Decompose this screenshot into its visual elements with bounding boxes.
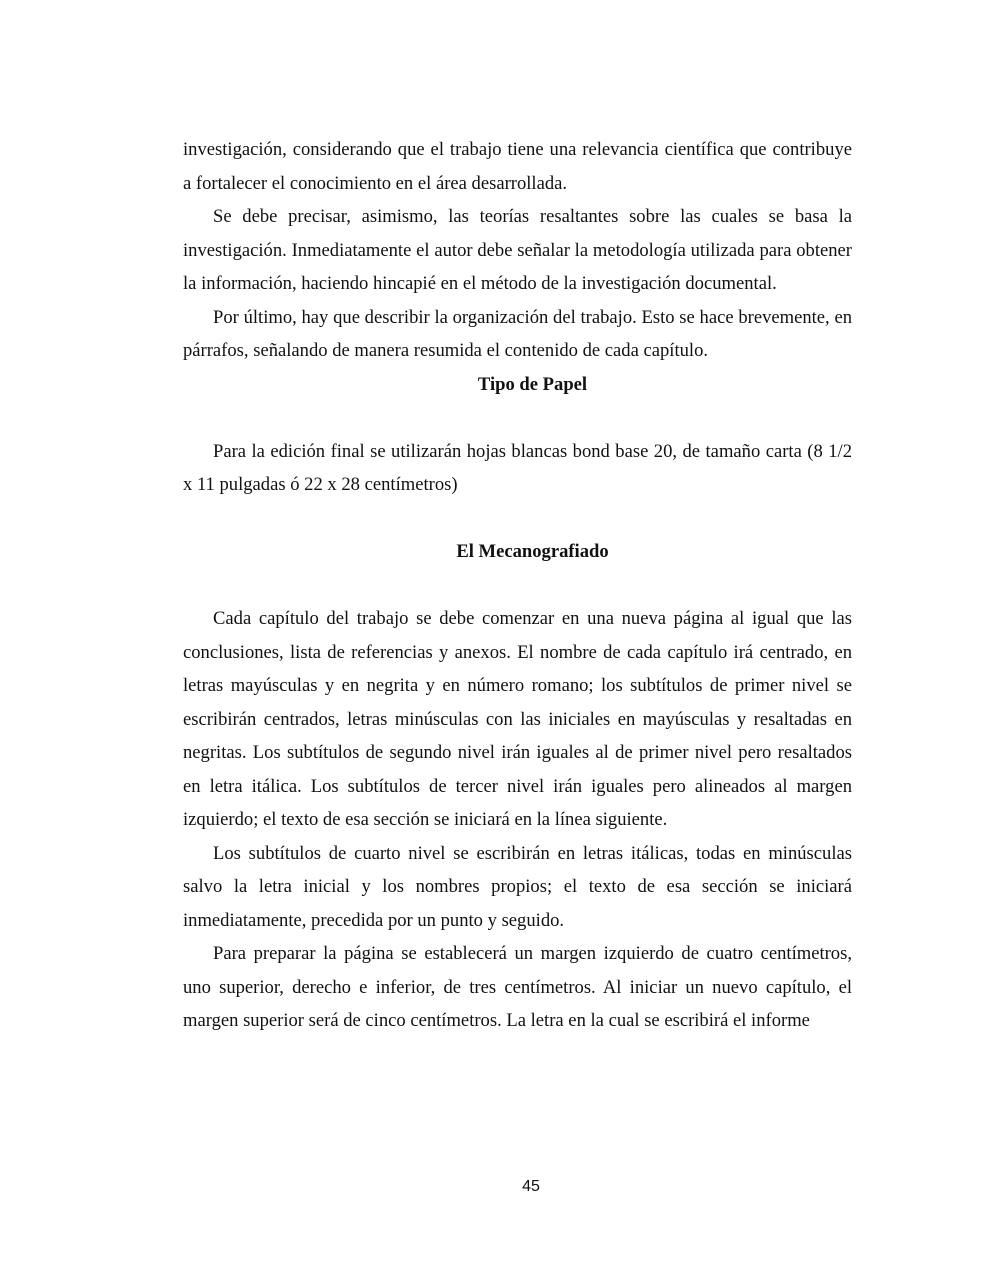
paragraph-theories: Se debe precisar, asimismo, las teorías resaltantes sobre las cuales se basa la investigación. Inmediatamente el autor debe señalar la metodología utilizada para obtener la información, haciendo hincapié en el método de la investigación documental. [183,206,852,294]
heading-mecanografiado: El Mecanografiado [456,541,609,562]
spacer [183,401,852,435]
heading-tipo-de-papel: Tipo de Papel [477,373,588,395]
paragraph-fourth-level: Los subtítulos de cuarto nivel se escribirán en letras itálicas, todas en minúsculas salvo la letra inicial y los nombres propios; el texto de esa sección se iniciará inmediatamente, precedida por un punto y seguido. [183,842,852,931]
paragraph-chapters: Cada capítulo del trabajo se debe comenzar en una nueva página al igual que las conclusiones, lista de referencias y anexos. El nombre de cada capítulo irá centrado, en letras mayúsculas y en negrita y en número romano; los subtítulos de primer nivel se escribirán centrados, letras minúsculas con las iniciales en mayúsculas y resaltadas en negritas. Los subtítulos de segundo nivel irán iguales al de primer nivel pero resaltados en letra itálica. Los subtítulos de tercer nivel irán iguales pero alineados al margen izquierdo; el texto de esa sección se iniciará en la línea siguiente. [183,608,852,830]
paragraph-paper: Para la edición final se utilizarán hojas blancas bond base 20, de tamaño carta (8 1/2 x 11 pulgadas ó 22 x 28 centímetros) [183,440,852,495]
spacer [183,569,852,603]
paragraph-continuation: investigación, considerando que el trabajo tiene una relevancia científica que contribuye a fortalecer el conocimiento en el área desarrollada. [183,139,852,194]
paragraph-margins: Para preparar la página se establecerá un margen izquierdo de cuatro centímetros, uno superior, derecho e inferior, de tres centímetros. Al iniciar un nuevo capítulo, el margen superior será de cinco centímetros. La letra en la cual se escribirá el informe [183,943,852,1031]
paragraph-organization: Por último, hay que describir la organización del trabajo. Esto se hace brevemente, en párrafos, señalando de manera resumida el contenido de cada capítulo. [183,306,852,361]
page-number: 45 [522,1178,540,1195]
page-body [183,133,852,1038]
spacer [183,502,852,536]
